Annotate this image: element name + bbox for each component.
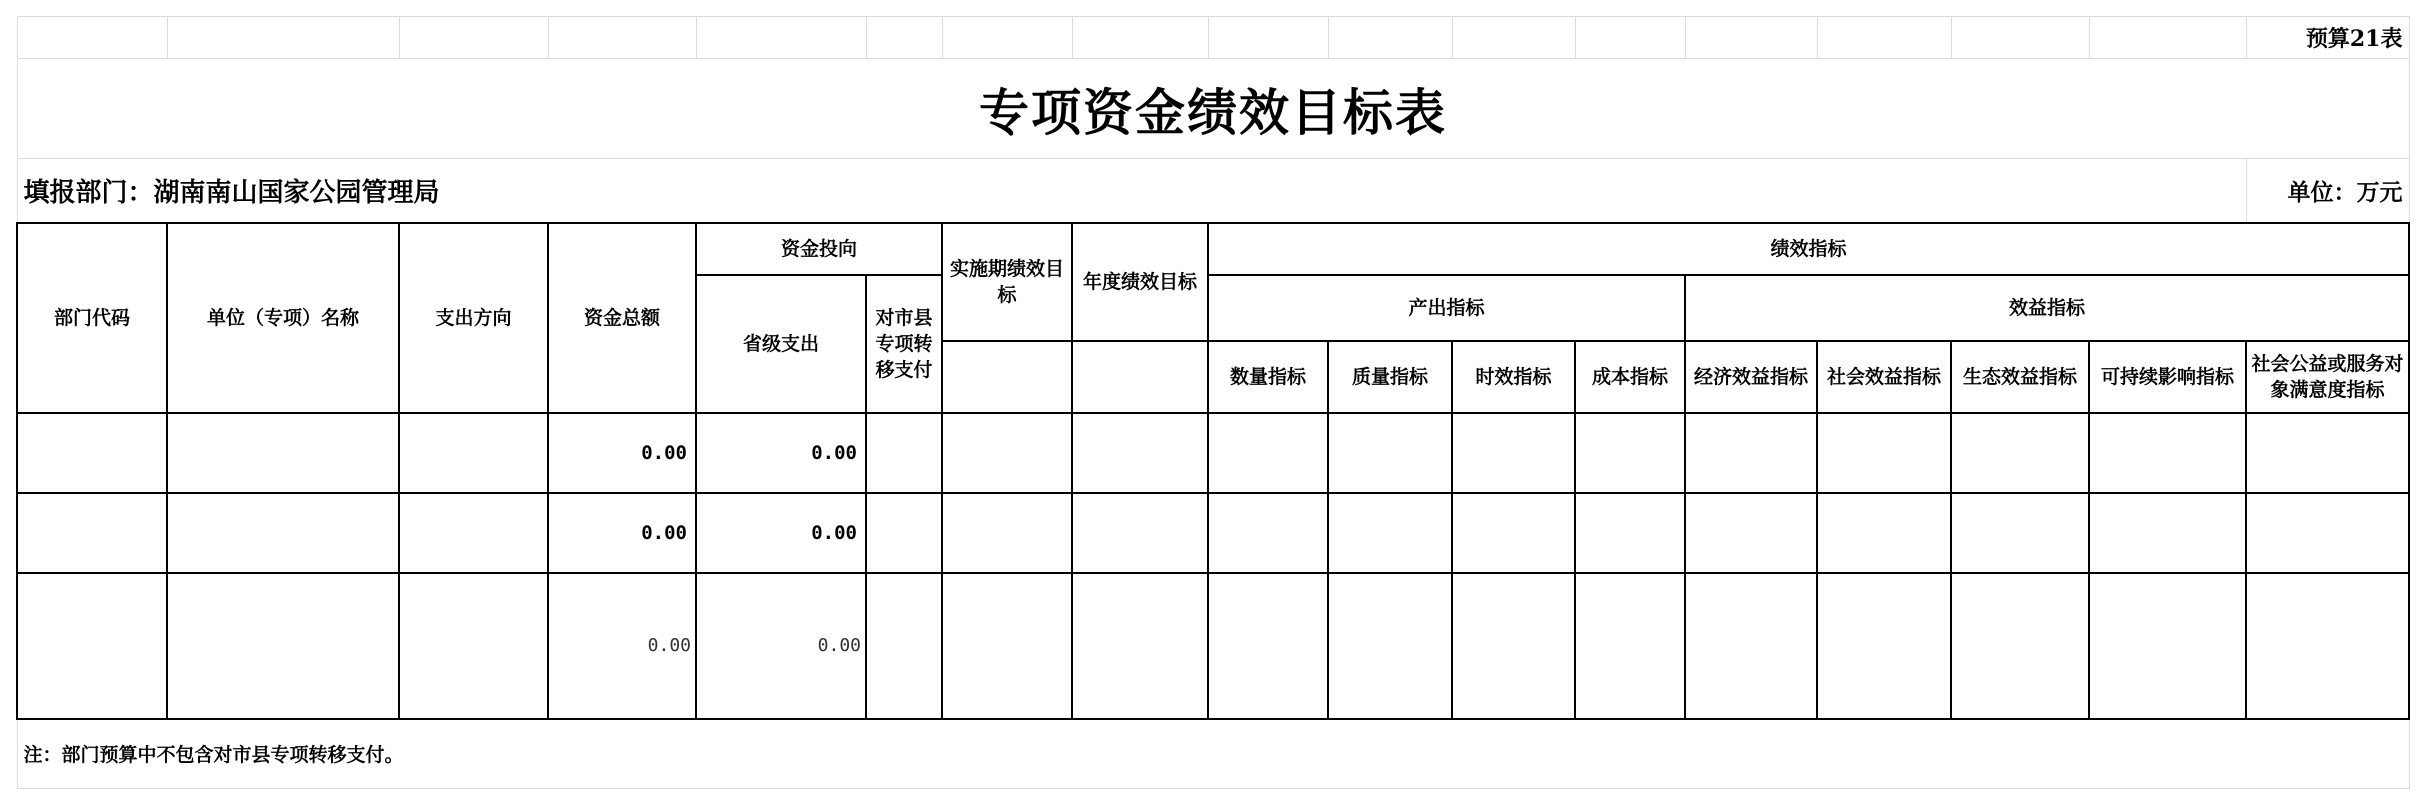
cell-fund-total: 0.00 [548, 413, 696, 493]
cell-expense-direction [399, 493, 548, 573]
grid-cell [1817, 17, 1951, 59]
grid-cell [942, 17, 1072, 59]
cell-annual-goal [1072, 493, 1208, 573]
cell-social [1817, 573, 1951, 719]
unit-label: 单位：万元 [2246, 159, 2409, 223]
cell-dept-code [17, 493, 167, 573]
header-row-1 [17, 223, 2409, 275]
table-row [17, 493, 2409, 573]
cell-annual-goal [1072, 573, 1208, 719]
cell-economic [1685, 493, 1817, 573]
header-expense-direction: 支出方向 [399, 223, 548, 413]
grid-cell [548, 17, 696, 59]
cell-economic [1685, 573, 1817, 719]
cell-ecological [1951, 413, 2089, 493]
cell-county-transfer [866, 493, 942, 573]
cell-quantity [1208, 573, 1328, 719]
cell-satisfaction [2246, 573, 2409, 719]
cell-timeliness [1452, 573, 1575, 719]
header-annual-goal-sub [1072, 341, 1208, 413]
cell-expense-direction [399, 573, 548, 719]
cell-quality [1328, 493, 1452, 573]
cell-provincial: 0.00 [696, 573, 866, 719]
fill-info-row [17, 159, 2409, 223]
header-quantity: 数量指标 [1208, 341, 1328, 413]
grid-cell [17, 17, 167, 59]
header-unit-name: 单位（专项）名称 [167, 223, 399, 413]
header-dept-code: 部门代码 [17, 223, 167, 413]
cell-period-goal [942, 573, 1072, 719]
cell-cost [1575, 413, 1685, 493]
grid-cell [696, 17, 866, 59]
header-quality: 质量指标 [1328, 341, 1452, 413]
cell-cost [1575, 493, 1685, 573]
cell-sustainable [2089, 573, 2246, 719]
header-performance-indicators: 绩效指标 [1208, 223, 2409, 275]
grid-cell [167, 17, 399, 59]
grid-cell [1328, 17, 1452, 59]
cell-expense-direction [399, 413, 548, 493]
grid-cell [1208, 17, 1328, 59]
fill-department: 填报部门：湖南南山国家公园管理局 [17, 159, 2246, 223]
cell-timeliness [1452, 413, 1575, 493]
title-row [17, 59, 2409, 159]
cell-ecological [1951, 493, 2089, 573]
table-note: 注：部门预算中不包含对市县专项转移支付。 [17, 719, 2409, 789]
cell-ecological [1951, 573, 2089, 719]
header-ecological: 生态效益指标 [1951, 341, 2089, 413]
grid-cell [1951, 17, 2089, 59]
grid-cell [1575, 17, 1685, 59]
cell-fund-total: 0.00 [548, 573, 696, 719]
header-fund-total: 资金总额 [548, 223, 696, 413]
header-cost: 成本指标 [1575, 341, 1685, 413]
cell-period-goal [942, 493, 1072, 573]
cell-unit-name [167, 413, 399, 493]
table-number: 预算21表 [2246, 17, 2409, 59]
cell-satisfaction [2246, 493, 2409, 573]
table-number-row [17, 17, 2409, 59]
cell-quantity [1208, 493, 1328, 573]
header-period-goal-sub [942, 341, 1072, 413]
cell-quality [1328, 413, 1452, 493]
cell-annual-goal [1072, 413, 1208, 493]
cell-county-transfer [866, 413, 942, 493]
cell-economic [1685, 413, 1817, 493]
header-sustainable: 可持续影响指标 [2089, 341, 2246, 413]
cell-social [1817, 413, 1951, 493]
header-fund-allocation: 资金投向 [696, 223, 942, 275]
cell-provincial: 0.00 [696, 493, 866, 573]
header-economic: 经济效益指标 [1685, 341, 1817, 413]
header-annual-goal: 年度绩效目标 [1072, 223, 1208, 341]
cell-county-transfer [866, 573, 942, 719]
header-timeliness: 时效指标 [1452, 341, 1575, 413]
cell-satisfaction [2246, 413, 2409, 493]
cell-unit-name [167, 493, 399, 573]
cell-social [1817, 493, 1951, 573]
grid-cell [399, 17, 548, 59]
header-benefit-indicators: 效益指标 [1685, 275, 2409, 341]
header-county-transfer: 对市县专项转移支付 [866, 275, 942, 413]
header-social: 社会效益指标 [1817, 341, 1951, 413]
cell-dept-code [17, 413, 167, 493]
header-satisfaction: 社会公益或服务对象满意度指标 [2246, 341, 2409, 413]
grid-cell [866, 17, 942, 59]
cell-timeliness [1452, 493, 1575, 573]
cell-cost [1575, 573, 1685, 719]
header-period-goal: 实施期绩效目标 [942, 223, 1072, 341]
grid-cell [1685, 17, 1817, 59]
cell-dept-code [17, 573, 167, 719]
header-output-indicators: 产出指标 [1208, 275, 1685, 341]
cell-quality [1328, 573, 1452, 719]
performance-goal-table [16, 16, 2410, 789]
table-row [17, 413, 2409, 493]
table-row [17, 573, 2409, 719]
grid-cell [2089, 17, 2246, 59]
cell-provincial: 0.00 [696, 413, 866, 493]
grid-cell [1072, 17, 1208, 59]
cell-period-goal [942, 413, 1072, 493]
grid-cell [1452, 17, 1575, 59]
cell-fund-total: 0.00 [548, 493, 696, 573]
cell-unit-name [167, 573, 399, 719]
budget-sheet [16, 16, 2408, 789]
cell-sustainable [2089, 493, 2246, 573]
table-title: 专项资金绩效目标表 [17, 59, 2409, 159]
note-row [17, 719, 2409, 789]
header-provincial: 省级支出 [696, 275, 866, 413]
cell-quantity [1208, 413, 1328, 493]
cell-sustainable [2089, 413, 2246, 493]
